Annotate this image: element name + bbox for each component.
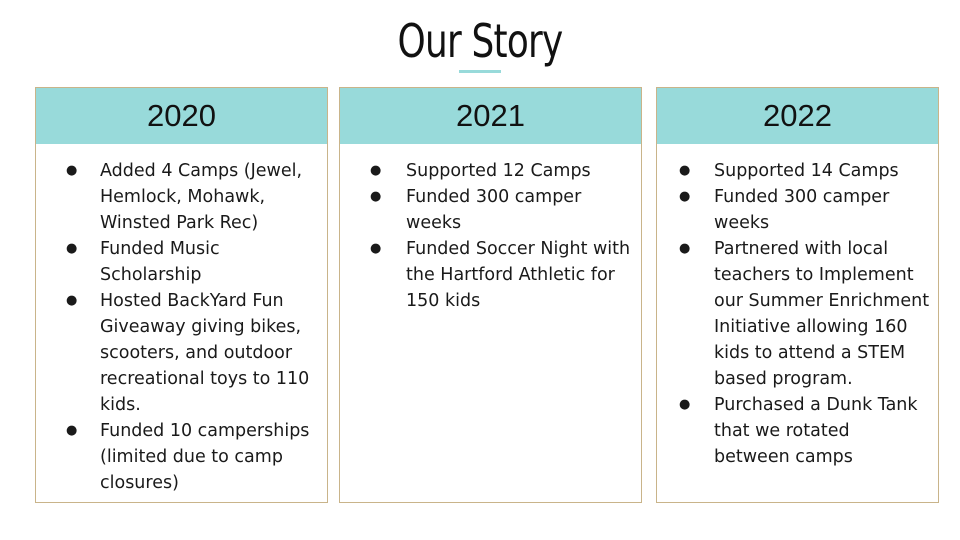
bullet-icon: ● xyxy=(66,163,78,178)
year-column-2020 xyxy=(35,87,328,503)
year-column-2021 xyxy=(339,87,642,503)
title-underline xyxy=(459,70,501,73)
bullet-icon: ● xyxy=(679,241,691,256)
list-item xyxy=(657,392,930,470)
list-item-text: Funded Music Scholarship xyxy=(100,239,220,285)
bullet-icon: ● xyxy=(679,189,691,204)
bullet-icon: ● xyxy=(679,397,691,412)
list-item xyxy=(36,158,319,236)
year-header: 2022 xyxy=(657,88,938,144)
list-item-text: Partnered with local teachers to Implement our Summer Enrichment Initiative allowing 160 kids to attend a STEM based program. xyxy=(714,239,930,389)
list-item-text: Hosted BackYard Fun Giveaway giving bikes, scooters, and outdoor recreational toys to 110 kids. xyxy=(100,291,310,415)
bullet-list xyxy=(36,144,327,496)
bullet-icon: ● xyxy=(66,293,78,308)
list-item xyxy=(36,236,319,288)
list-item xyxy=(657,236,930,392)
list-item xyxy=(340,184,633,236)
year-header: 2020 xyxy=(36,88,327,144)
list-item xyxy=(657,158,930,184)
list-item xyxy=(340,158,633,184)
list-item xyxy=(340,236,633,314)
list-item-text: Funded Soccer Night with the Hartford Athletic for 150 kids xyxy=(406,239,631,311)
bullet-icon: ● xyxy=(679,163,691,178)
list-item-text: Purchased a Dunk Tank that we rotated between camps xyxy=(714,395,918,467)
list-item xyxy=(36,418,319,496)
list-item-text: Added 4 Camps (Jewel, Hemlock, Mohawk, Winsted Park Rec) xyxy=(100,161,303,233)
list-item xyxy=(657,184,930,236)
bullet-icon: ● xyxy=(66,241,78,256)
bullet-icon: ● xyxy=(370,189,382,204)
list-item-text: Funded 300 camper weeks xyxy=(406,187,582,233)
list-item-text: Funded 300 camper weeks xyxy=(714,187,890,233)
page-title: Our Story xyxy=(397,14,563,68)
list-item-text: Funded 10 camperships (limited due to camp closures) xyxy=(100,421,310,493)
bullet-icon: ● xyxy=(370,241,382,256)
year-column-2022 xyxy=(656,87,939,503)
bullet-icon: ● xyxy=(66,423,78,438)
list-item-text: Supported 12 Camps xyxy=(406,161,591,181)
bullet-list xyxy=(657,144,938,470)
list-item-text: Supported 14 Camps xyxy=(714,161,899,181)
bullet-list xyxy=(340,144,641,314)
list-item xyxy=(36,288,319,418)
year-header: 2021 xyxy=(340,88,641,144)
bullet-icon: ● xyxy=(370,163,382,178)
